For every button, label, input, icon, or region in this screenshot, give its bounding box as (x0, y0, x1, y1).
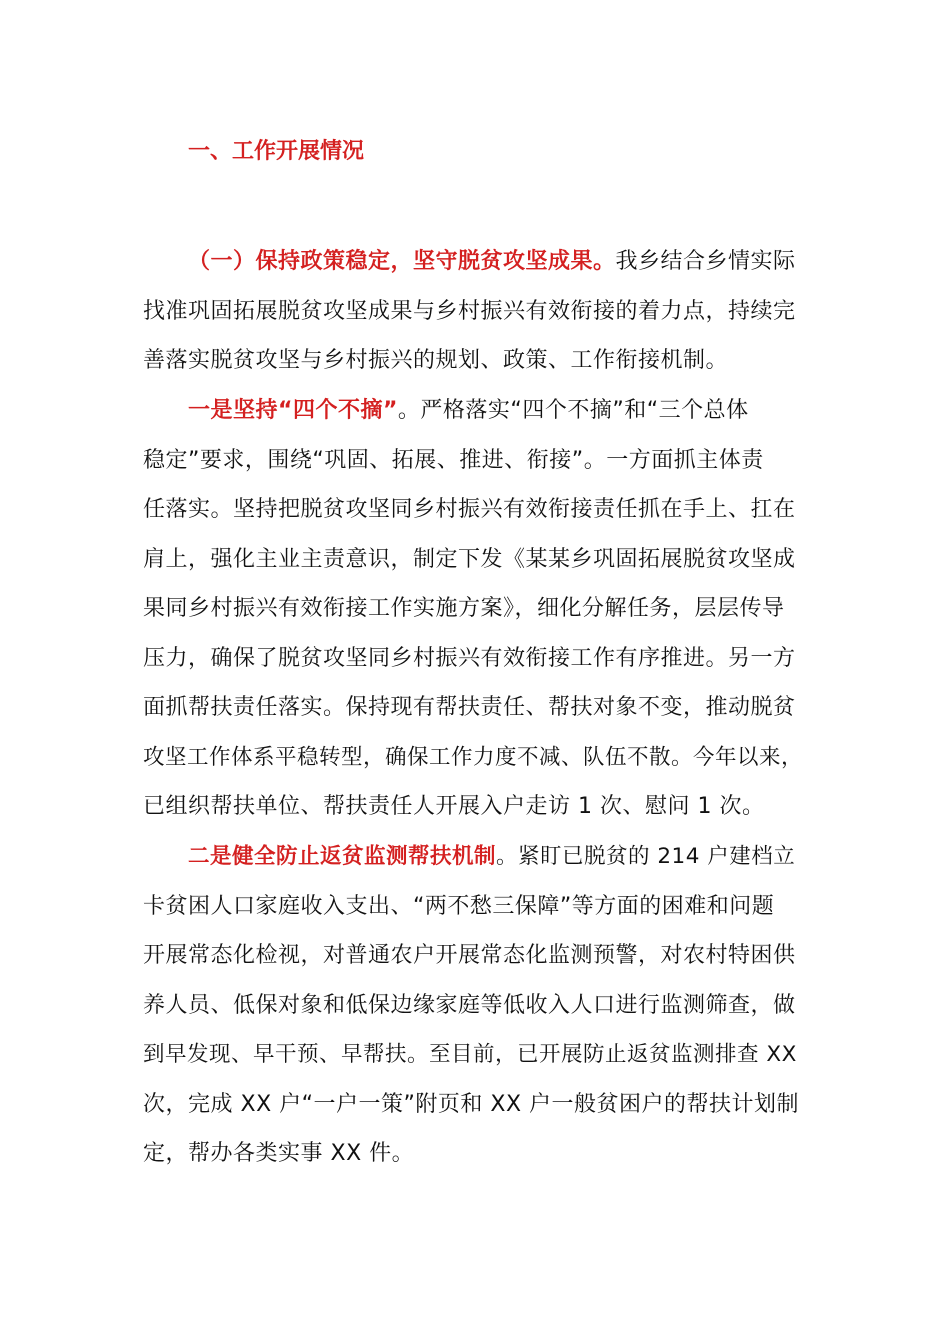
paragraph-line (143, 343, 728, 379)
line-text: 。严格落实“四个不摘”和“三个总体 (397, 398, 749, 423)
paragraph-line (143, 294, 796, 330)
paragraph-line (188, 244, 796, 280)
paragraph-line (143, 641, 796, 677)
line-text: 。紧盯已脱贫的 214 户建档立 (496, 844, 796, 869)
paragraph-line (143, 938, 796, 974)
line-text: 果同乡村振兴有效衔接工作实施方案》，细化分解任务，层层传导 (143, 596, 785, 621)
paragraph-line (143, 1037, 797, 1073)
paragraph-line (188, 839, 795, 875)
line-text: 次，完成 XX 户“一户一策”附页和 XX 户一般贫困户的帮扶计划制 (143, 1092, 800, 1117)
paragraph-line (143, 740, 803, 776)
red-lead-text: （一）保持政策稳定，坚守脱贫攻坚成果。 (188, 249, 616, 274)
red-lead-text: 二是健全防止返贫监测帮扶机制 (188, 844, 497, 869)
line-text: 到早发现、早干预、早帮扶。至目前，已开展防止返贫监测排查 XX (143, 1042, 797, 1067)
section-heading: 一、工作开展情况 (188, 139, 365, 164)
line-text: 稳定”要求，围绕“巩固、拓展、推进、衔接”。一方面抓主体责 (143, 448, 764, 473)
line-text: 善落实脱贫攻坚与乡村振兴的规划、政策、工作衔接机制。 (143, 348, 729, 373)
line-text: 肩上，强化主业主责意识，制定下发《某某乡巩固拓展脱贫攻坚成 (143, 547, 796, 572)
paragraph-line (143, 443, 764, 479)
line-text: 面抓帮扶责任落实。保持现有帮扶责任、帮扶对象不变，推动脱贫 (143, 695, 796, 720)
line-text: 卡贫困人口家庭收入支出、“两不愁三保障”等方面的困难和问题 (143, 894, 775, 919)
paragraph-line (143, 591, 785, 627)
line-text: 我乡结合乡情实际 (615, 249, 796, 274)
paragraph-line (143, 1087, 799, 1123)
paragraph-line (188, 393, 749, 429)
paragraph-line (143, 542, 796, 578)
red-lead-text: 一是坚持“四个不摘” (188, 398, 398, 423)
paragraph-line (143, 1136, 414, 1172)
paragraph-line (143, 988, 796, 1024)
line-text: 已组织帮扶单位、帮扶责任人开展入户走访 1 次、慰问 1 次。 (143, 794, 765, 819)
paragraph-line (143, 492, 796, 528)
line-text: 任落实。坚持把脱贫攻坚同乡村振兴有效衔接责任抓在手上、扛在 (143, 497, 796, 522)
line-text: 攻坚工作体系平稳转型，确保工作力度不减、队伍不散。今年以来， (143, 745, 804, 770)
paragraph-line (143, 889, 774, 925)
line-text: 养人员、低保对象和低保边缘家庭等低收入人口进行监测筛查，做 (143, 993, 796, 1018)
line-text: 找准巩固拓展脱贫攻坚成果与乡村振兴有效衔接的着力点，持续完 (143, 299, 796, 324)
line-text: 开展常态化检视，对普通农户开展常态化监测预警，对农村特困供 (143, 943, 796, 968)
line-text: 定，帮办各类实事 XX 件。 (143, 1141, 415, 1166)
line-text: 压力，确保了脱贫攻坚同乡村振兴有效衔接工作有序推进。另一方 (143, 646, 796, 671)
paragraph-line (143, 690, 796, 726)
paragraph-line (143, 789, 764, 825)
